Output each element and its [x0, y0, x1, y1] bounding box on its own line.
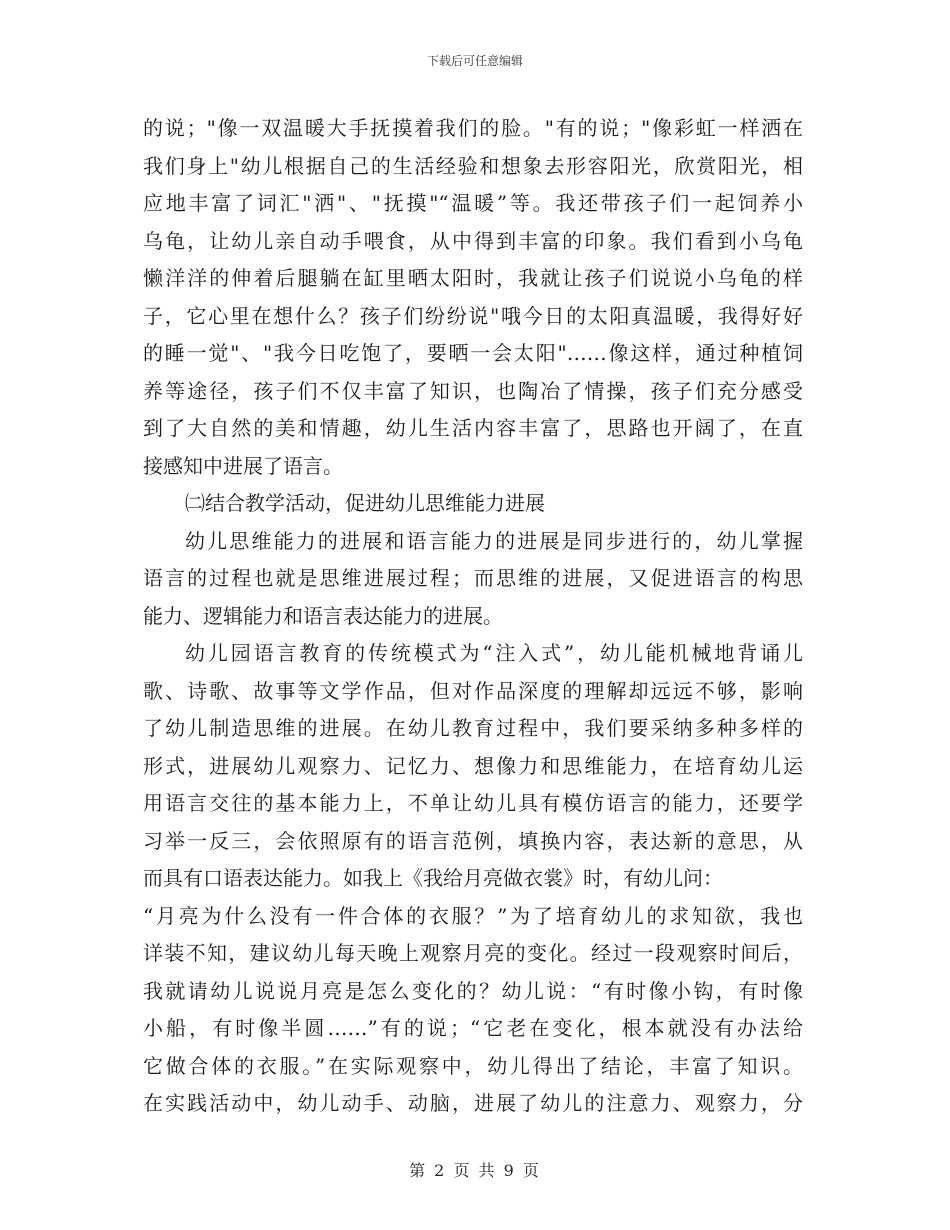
page-number: 第 2 页 共 9 页 — [409, 1161, 541, 1180]
text-line: 养等途径，孩子们不仅丰富了知识，也陶冶了情操，孩子们充分感受 — [143, 378, 803, 403]
text-line: 用语言交往的基本能力上，不单让幼儿具有模仿语言的能力，还要学 — [143, 791, 803, 815]
text-line: 小船，有时像半圆……”有的说；“它老在变化，根本就没有办法给 — [143, 1016, 803, 1040]
text-line: 我就请幼儿说说月亮是怎么变化的？幼儿说：“有时像小钩，有时像 — [143, 978, 803, 1003]
text-line: 接感知中进展了语言。 — [143, 453, 343, 478]
text-line: 能力、逻辑能力和语言表达能力的进展。 — [143, 603, 503, 628]
section-heading: ㈡结合教学活动，促进幼儿思维能力进展 — [185, 491, 545, 515]
text-line: 它做合体的衣服。”在实际观察中，幼儿得出了结论，丰富了知识。 — [143, 1053, 803, 1078]
body-text — [143, 110, 803, 1123]
text-line: 我们身上"幼儿根据自己的生活经验和想象去形容阳光，欣赏阳光，相 — [143, 153, 803, 178]
text-line: 而具有口语表达能力。如我上《我给月亮做衣裳》时，有幼儿问： — [143, 866, 723, 890]
text-line: 的睡一觉"、"我今日吃饱了，要晒一会太阳"……像这样，通过种植饲 — [143, 341, 803, 365]
text-line: 习举一反三，会依照原有的语言范例，填换内容，表达新的意思，从 — [143, 828, 803, 853]
text-line: 了幼儿制造思维的进展。在幼儿教育过程中，我们要采纳多种多样的 — [143, 716, 803, 740]
text-line: 子，它心里在想什么？孩子们纷纷说"哦今日的太阳真温暖，我得好好 — [143, 303, 803, 328]
text-line: 幼儿思维能力的进展和语言能力的进展是同步进行的，幼儿掌握 — [185, 528, 803, 553]
text-line: 的说；"像一双温暖大手抚摸着我们的脸。"有的说；"像彩虹一样洒在 — [143, 116, 803, 140]
text-line: 幼儿园语言教育的传统模式为“注入式”，幼儿能机械地背诵儿 — [185, 641, 803, 665]
text-line: 语言的过程也就是思维进展过程；而思维的进展，又促进语言的构思 — [143, 566, 803, 590]
text-line: 在实践活动中，幼儿动手、动脑，进展了幼儿的注意力、观察力，分 — [143, 1091, 803, 1115]
text-line: 详装不知，建议幼儿每天晚上观察月亮的变化。经过一段观察时间后， — [143, 941, 803, 965]
text-line: 乌龟，让幼儿亲自动手喂食，从中得到丰富的印象。我们看到小乌龟 — [143, 228, 803, 253]
text-line: 到了大自然的美和情趣，幼儿生活内容丰富了，思路也开阔了，在直 — [143, 416, 803, 440]
text-line: “月亮为什么没有一件合体的衣服？”为了培育幼儿的求知欲，我也 — [143, 903, 803, 928]
text-line: 懒洋洋的伸着后腿躺在缸里晒太阳时，我就让孩子们说说小乌龟的样 — [143, 266, 803, 290]
text-line: 形式，进展幼儿观察力、记忆力、想像力和思维能力，在培育幼儿运 — [143, 753, 803, 778]
text-line: 歌、诗歌、故事等文学作品，但对作品深度的理解却远远不够，影响 — [143, 678, 803, 703]
text-line: 应地丰富了词汇"洒"、"抚摸"“温暖”等。我还带孩子们一起饲养小 — [143, 191, 803, 215]
page-header: 下载后可任意编辑 — [426, 54, 523, 68]
